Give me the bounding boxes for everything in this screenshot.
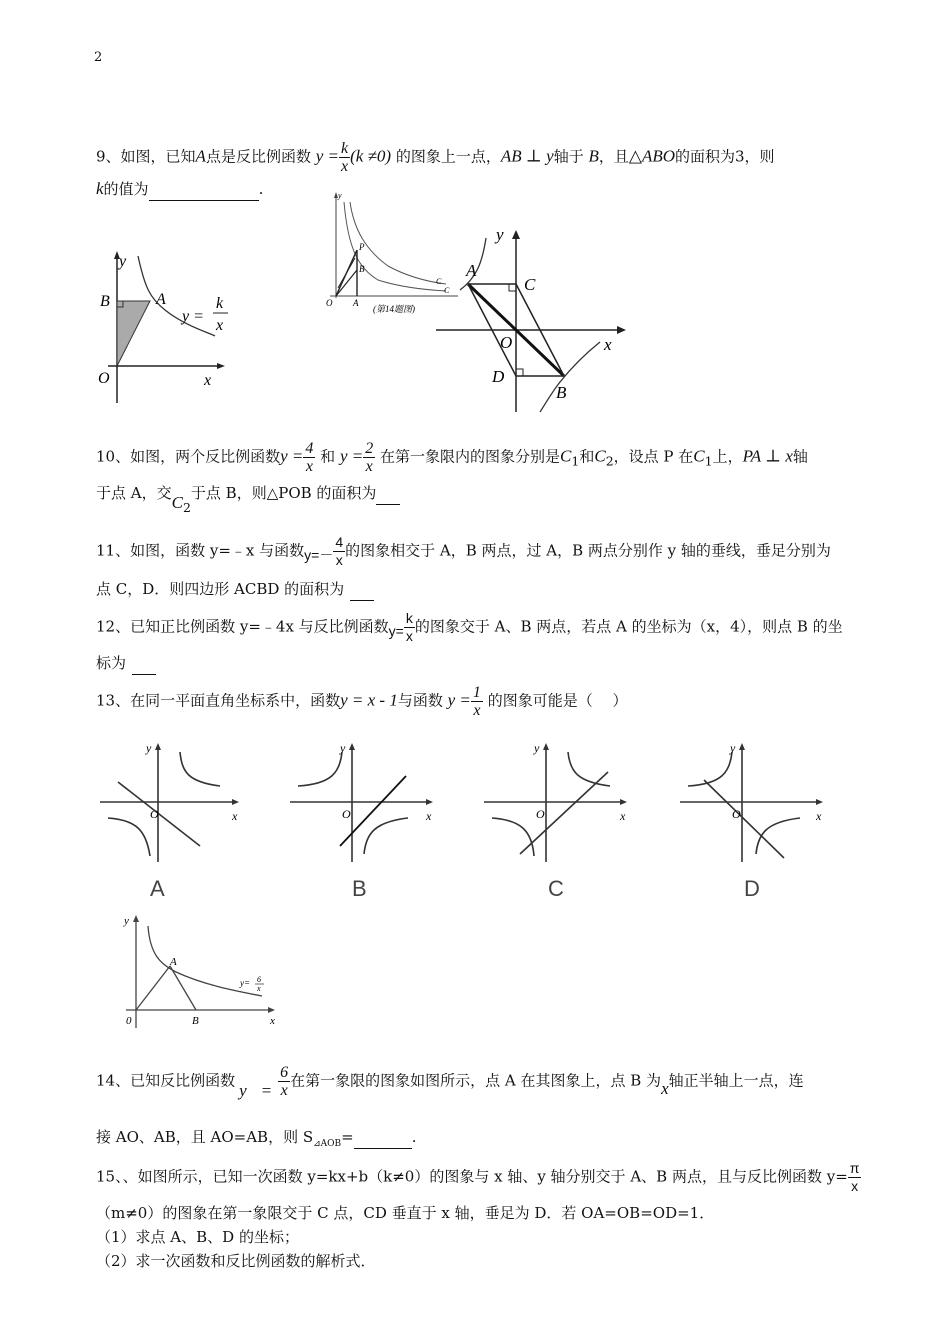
page-number: 2	[94, 50, 103, 65]
question-9-line-2: k的值为 .	[96, 178, 263, 201]
svg-text:A: A	[156, 291, 166, 308]
svg-text:k: k	[216, 295, 224, 312]
figure-q14	[112, 910, 282, 1034]
svg-text:D: D	[492, 367, 505, 386]
fraction-1-over-x: $\frac{1}{x}$	[472, 684, 481, 719]
fraction-4-over-x: $\frac{4}{x}$	[335, 534, 344, 568]
svg-text:y: y	[124, 915, 129, 927]
svg-text:B: B	[192, 1015, 199, 1027]
svg-text:O: O	[98, 370, 110, 387]
answer-blank	[132, 652, 156, 675]
fraction-6-over-x: $\frac{6}{x}$	[280, 1064, 289, 1099]
svg-text:B: B	[100, 293, 110, 310]
svg-text:x: x	[216, 317, 224, 334]
svg-text:A: A	[353, 298, 359, 308]
question-15-part-2: （2）求一次函数和反比例函数的解析式．	[96, 1252, 376, 1270]
option-c-label: C	[548, 876, 564, 901]
answer-blank	[350, 578, 374, 601]
svg-text:y: y	[119, 253, 127, 270]
svg-text:O: O	[732, 807, 741, 821]
option-d-label: D	[744, 876, 760, 901]
fraction-pi-over-x: $\frac{\pi}{x}$	[849, 1160, 860, 1194]
question-14-line-2: 接 AO、AB，且 AO=AB，则 $S_{⊿AOB}=$ .	[96, 1128, 417, 1149]
svg-text:6: 6	[257, 975, 261, 984]
option-a-label: A	[150, 876, 165, 901]
question-15-part-1: （1）求点 A、B、D 的坐标；	[96, 1228, 299, 1246]
svg-text:y: y	[340, 741, 346, 755]
svg-text:O: O	[150, 807, 159, 821]
figure-q9	[90, 248, 250, 408]
fraction-2-over-x: $\frac{2}{x}$	[365, 440, 374, 475]
svg-text:O: O	[500, 333, 513, 352]
figure-q11	[430, 222, 630, 416]
option-c-graph	[480, 738, 640, 866]
svg-text:x: x	[232, 809, 238, 823]
svg-text:x: x	[620, 809, 626, 823]
question-10-line-1: 10、如图，两个反比例函数y = $\frac{4}{x}$ 和 y = $\frac{2}{x}$ 在第一象限内的图象分别是$C_1$和$C_2$，设点 P 在$C_1$上，PA ⊥ x轴	[96, 440, 808, 475]
option-a-graph	[96, 738, 256, 866]
svg-text:P: P	[359, 242, 365, 252]
svg-text:x: x	[204, 372, 212, 389]
svg-text:x: x	[426, 809, 432, 823]
svg-text:C: C	[444, 286, 450, 295]
question-10-line-2: 于点 A，交$C_2$于点 B，则△POB 的面积为	[96, 482, 400, 509]
question-12-line-2: 标为	[96, 652, 156, 675]
question-13-line-1: 13、在同一平面直角坐标系中，函数y = x - 1与函数 y = $\frac{1}{x}$ 的图象可能是（ ）	[96, 684, 628, 719]
answer-blank	[376, 482, 400, 505]
question-11-line-2: 点 C，D．则四边形 ACBD 的面积为	[96, 578, 374, 601]
fraction-4-over-x: $\frac{4}{x}$	[305, 440, 314, 475]
question-12-line-1: 12、已知正比例函数 y=﹣4x 与反比例函数y= $\frac{k}{x}$ 的图象交于 A、B 两点，若点 A 的坐标为（x，4），则点 B 的坐	[96, 610, 843, 644]
svg-text:B: B	[556, 383, 567, 402]
svg-text:O: O	[342, 807, 351, 821]
question-14-line-1: 14、已知反比例函数 y = $\frac{6}{x}$ 在第一象限的图象如图所示，点 A 在其图象上，点 B 为x轴正半轴上一点，连	[96, 1064, 804, 1100]
svg-text:x: x	[270, 1015, 275, 1027]
svg-text:y=: y=	[240, 978, 251, 988]
svg-text:B: B	[359, 264, 365, 274]
option-b-label: B	[352, 876, 367, 901]
svg-text:(第14题图): (第14题图)	[373, 304, 415, 314]
svg-text:O: O	[326, 298, 333, 308]
fraction-k-over-x: $\frac{k}{x}$	[341, 140, 349, 175]
svg-text:y: y	[146, 741, 152, 755]
question-9-line-1: 9、如图，已知A点是反比例函数 y = $\frac{k}{x}$ (k ≠0) 的图象上一点，AB ⊥ y轴于 B，且△ABO的面积为3，则	[96, 140, 775, 175]
svg-text:y: y	[496, 225, 504, 244]
question-15-line-2: （m≠0）的图象在第一象限交于 C 点，CD 垂直于 x 轴，垂足为 D．若 OA=OB=OD=1．	[96, 1204, 715, 1222]
question-11-line-1: 11、如图，函数 y=﹣x 与函数y=－ $\frac{4}{x}$ 的图象相交于 A，B 两点，过 A，B 两点分别作 y 轴的垂线，垂足分别为	[96, 534, 831, 568]
option-d-graph	[676, 738, 836, 866]
fraction-k-over-x: $\frac{k}{x}$	[405, 610, 413, 644]
svg-text:y: y	[534, 741, 540, 755]
answer-blank	[354, 1126, 412, 1149]
svg-text:y: y	[730, 741, 736, 755]
svg-text:A: A	[170, 956, 177, 968]
svg-text:O: O	[536, 807, 545, 821]
option-b-graph	[286, 738, 446, 866]
svg-text:x: x	[604, 335, 612, 354]
svg-text:A: A	[466, 261, 477, 280]
question-15-line-1: 15、、如图所示，已知一次函数 y=kx+b（k≠0）的图象与 x 轴、y 轴分别交于 A、B 两点，且与反比例函数 y= $\frac{\pi}{x}$	[96, 1160, 860, 1194]
svg-text:x: x	[257, 984, 261, 993]
svg-text:y =: y =	[182, 308, 204, 325]
svg-text:y: y	[338, 191, 342, 200]
svg-text:C: C	[524, 275, 536, 294]
svg-text:0: 0	[126, 1015, 132, 1027]
svg-text:x: x	[816, 809, 822, 823]
answer-blank	[149, 178, 259, 201]
svg-text:C: C	[436, 277, 442, 286]
